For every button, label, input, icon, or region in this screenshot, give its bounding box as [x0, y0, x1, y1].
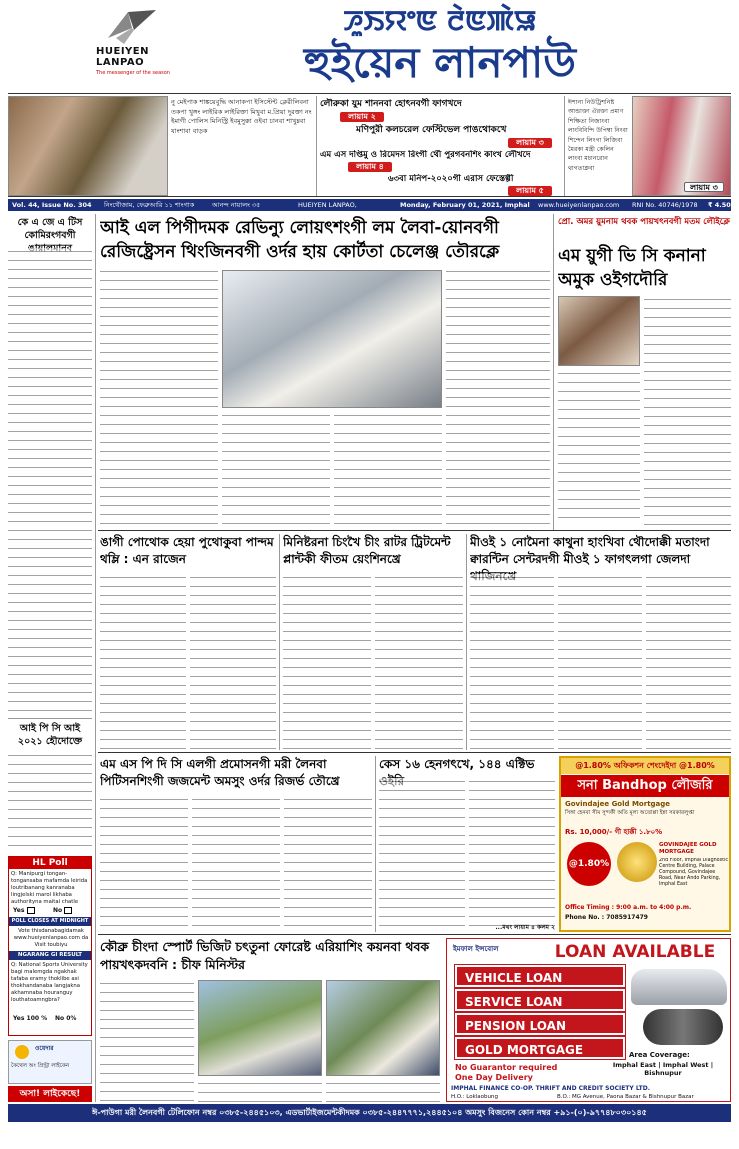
- sun-icon: [15, 1045, 29, 1059]
- gold-mortgage-loan: GOLD MORTGAGE: [455, 1037, 625, 1059]
- strip-page-5[interactable]: লায়াম ৩: [684, 182, 724, 192]
- headline-covid-cases: কেস ১৬ হেনগৎখে, ১৪৪ এক্টিভ: [379, 757, 535, 771]
- promotion-body-2: [192, 796, 280, 932]
- feature-body-1: [100, 980, 194, 1102]
- photo-women: [632, 96, 731, 196]
- lead-col-4: [334, 412, 442, 524]
- photo-cm-plantation: [198, 980, 322, 1076]
- rajen-body-2: [190, 574, 276, 750]
- left-body-1: [8, 248, 92, 716]
- promotion-body-1: [100, 796, 188, 932]
- covid-body-1: [379, 778, 465, 932]
- bandhop-ad[interactable]: @1.80% অফিকশন শেংদেইদা @1.80% সনা Bandhop লৌজরি Govindajee Gold Mortgage সিঙ্গা হেনবা সীম সুন্দর্কী অতি মূল্য অতোপ্পা ইন্না সরকারলুপ্তা Rs. 10,000/- গী হাক্কী ১.৮০% @1.80% GOVINDAJEE GOLD MORTGAGE 2nd Floor, Imphal Diagnostic Centre Building, Palace Compound, Govindajee Road, Near Ando Parking, Imphal East Office Timing : 9:00 a.m. to 4:00 p.m. Phone No. : 7085917479: [559, 756, 731, 932]
- strip-headline-2: মণিপুরী কলচরেল ফেস্টিভেল পাঙথোকখে: [356, 125, 507, 135]
- poll-vote-link[interactable]: Vote thisdanabagidamak www.hueiyenlanpao.com da Visit toubiyu: [13, 928, 89, 948]
- minister-body-1: [283, 574, 371, 750]
- feature-caption-1: [198, 1080, 322, 1102]
- main-headline: আই এল পিগীদমক রেভিন্যু লোয়ৎশংগী লম লৈবা-য়োনবগী রেজিষ্ট্রেসন থিংজিনবগী ওর্দর হায় কোর্টতা চেলেঞ্জ তৌরক্লে: [100, 218, 500, 262]
- lead-col-1: [100, 268, 218, 524]
- headline-minister: মিনিষ্টরনা চিংখৈ চীং রাটর ট্রিটমেন্ট প্লান্টকী ফীতম য়েংশিনখ্রে: [283, 535, 451, 566]
- promotion-body-3: [284, 796, 372, 932]
- gold-coins: [617, 842, 657, 882]
- covid-body-2: [469, 778, 555, 932]
- title-meetei: ꯍꯨꯏꯌꯦꯟ ꯂꯥꯟꯄꯥꯎ: [343, 4, 537, 37]
- feature-caption-2: [326, 1080, 440, 1102]
- poll-yes-option[interactable]: Yes: [13, 907, 35, 914]
- dateline: Vol. 44, Issue No. 304 নিংথৌজাম, ফেব্রুআরি ১১ শাংগাক আনন্দ নায়ালং ৩৫ HUEIYEN LANPAO, Monday, February 01, 2021, Imphal www.hueiyenlanpao.com RNI No. 40746/1978 ₹ 4.50: [8, 199, 731, 211]
- left-headline-2: আই পি সি আই ২০২১ হৌদোক্তে: [17, 723, 83, 747]
- headline-quarantine: মীওই ১ নোমৈনা কাথুনা হাংখিবা থৌদোক্কী মতাংদা ক্বারন্টিন সেন্টরদগী মীওই ১ ফাগৎলগা জেলদা: [470, 535, 710, 566]
- strip-page-4[interactable]: লায়াম ৫: [508, 186, 552, 196]
- feature-headline: কৌব্রু চীংদা স্পোর্ট ভিজিট চৎতুনা ফোরেষ্ট এরিয়াশিং কয়নবা থবক পায়খৎকদবনি : চীফ মিনিস্টর: [100, 939, 430, 972]
- strip-page-2[interactable]: লায়াম ৩: [508, 138, 552, 148]
- footer-contact: ঈ-পাউগা মরী লৈনবগী টেলিফোন নম্বর ০৩৮৫-২৪৪৫১০৩, এডভার্টাইজমেন্টকীদমক ০৩৮৫-২৪৪৭৭৭১,২৪৪৫১০৪ অমসুং বিজনেস কোন নম্বর +৯১-(০)-৯৭৭৪৮০৩০১৪৫: [8, 1104, 731, 1122]
- strip-headline-4: ৬৩বা মনিপ-২০২০গী এরাস ফেস্তেল্গী: [388, 174, 514, 184]
- vehicle-loan: VEHICLE LOAN: [455, 965, 625, 987]
- strip-right-text: ঈশানা নিউট্রিশনিষ্ট আন্ডাক্তা ঐরক্তা প্রমাণ শিক্ষিতা নিজাংবা লাংবিবিন্দি উপিম্বা নিংবা শিন্দেন লিংগা লিজিবা মৈরকা মন্ত্রী কেলিন লাংবা মচানরোন থাগতাক্লবা: [568, 99, 628, 172]
- masthead: [0, 0, 739, 92]
- logo-text: HUEIYEN LANPAO: [96, 46, 149, 68]
- lead-col-3: [222, 412, 330, 524]
- right-col-2: [644, 296, 731, 526]
- service-loan: SERVICE LOAN: [455, 989, 625, 1011]
- weather-box: ওয়েদার কৈথেল অং প্রিন্ট্রা লাইকেন: [8, 1040, 92, 1084]
- strip-page-1[interactable]: লায়াম ২: [340, 112, 384, 122]
- logo-tagline: The messenger of the season: [96, 70, 170, 76]
- pension-loan: PENSION LOAN: [455, 1013, 625, 1035]
- rate-badge: @1.80%: [567, 842, 611, 886]
- quarantine-body-3: [646, 574, 731, 750]
- left-body-2: [8, 752, 92, 852]
- headline-promotion: এম এস পি দি সি এলগী প্রমোসনগী মরী লৈনবা পিটিসনশিংগী জজমেন্ট অমসুং ওর্দর রিজর্ভ তৌখ্রে: [100, 757, 340, 788]
- title-bengali: হুইয়েন লানপাউ: [304, 38, 576, 87]
- strip-headline-3: এম এস দপ্তিমু ও রিমেদস রিংগী থৌ পুরগবনশিং কাংখ লৌখদে: [320, 150, 531, 160]
- website-link[interactable]: www.hueiyenlanpao.com: [538, 201, 620, 209]
- covid-cont[interactable]: ...মথং লায়াম ৪ কলম ২: [495, 924, 555, 931]
- right-headline: এম য়ুগী ভি সি কনানা অমুক ওইগদৌরি: [558, 246, 706, 290]
- strip-left-text: নু মেইপাক শাঙ্কয়েবুদ্ধি আনাকপা ইসিস্টেন্ট ক্লেরীলিবনা তকপা খুঙ্গং লাইরিক লাইরিক্তা মিখুবা ম.প্রিয়া দুরক্তা নং ইমাগী পোলিস মিনিস্ট্রি ইবমুসুক্কা ওইবা চানবা শাখুম্নবা যাংশাবা বাড়ক: [171, 98, 312, 135]
- top-strip: [8, 93, 731, 197]
- right-col-1: [558, 370, 640, 526]
- loan-ad[interactable]: ইমফাল ইন্সবোল LOAN AVAILABLE VEHICLE LOAN SERVICE LOAN PENSION LOAN GOLD MORTGAGE No Guarantor required One Day Delivery Area Coverage: Imphal East | Imphal West | Bishnupur IMPHAL FINANCE CO-OP. THRIFT AND CREDIT SOCIETY LTD. H.O.: Loklaobung B.O.: MG Avenue, Paona Bazar & Bishnupur Bazar: [446, 938, 731, 1102]
- photo-sports-visit: [326, 980, 440, 1076]
- left-headline-1: কে এ জে এ টিস কোমিরংগবগী: [17, 217, 83, 241]
- quarantine-body-1: [470, 574, 554, 750]
- lead-col-2: [446, 268, 550, 524]
- motorbike-image: [643, 1009, 723, 1045]
- strip-headline-1: লৌরুকা যুম শাননবা হোৎনবগী ফাগখদে: [320, 99, 462, 109]
- photo-professor: [558, 296, 640, 366]
- left-ad-banner[interactable]: অসা! লাইকেছে!: [8, 1086, 92, 1102]
- poll-box: HL Poll Q: Manipurgi tongan-tongansaba mafamda leirida loutribanang kanranaba lingjelski marol likhaba authorityna maitai chatle Yes No POLL CLOSES AT MIDNIGHT Vote thisdanabagidamak www.hueiyenlanpao.com da Visit toubiyu NGARANG GI RESULT Q: National Sports University bagi malemgda ngakhak tafaba eramy thoklibe asi thokhandanaba langjakna akhamnaba houranguy louthatoamngbra? Yes 100 % No 0%: [8, 856, 92, 1036]
- car-image: [631, 969, 727, 1005]
- strip-page-3[interactable]: লায়াম ৪: [348, 162, 392, 172]
- minister-body-2: [375, 574, 463, 750]
- photo-officials: [8, 96, 168, 196]
- paper-crane-logo: [106, 8, 158, 46]
- poll-no-option[interactable]: No: [53, 907, 72, 914]
- loan-title: LOAN AVAILABLE: [554, 942, 716, 962]
- quarantine-body-2: [558, 574, 642, 750]
- poll-title: HL Poll: [9, 857, 91, 869]
- headline-rajen: ঙাগী পোথোক হেয়া পুথোকুবা পান্দম থম্লি : এন রাজেন: [100, 535, 274, 566]
- left-column: [8, 214, 92, 1102]
- photo-house-model: [222, 270, 442, 408]
- bandhop-title: সনা Bandhop লৌজরি: [561, 775, 729, 797]
- rajen-body-1: [100, 574, 186, 750]
- right-kicker: প্রো. অমর য়ুমনাম থবক পায়খৎনবগী মতম লৌইক্লে: [558, 217, 730, 227]
